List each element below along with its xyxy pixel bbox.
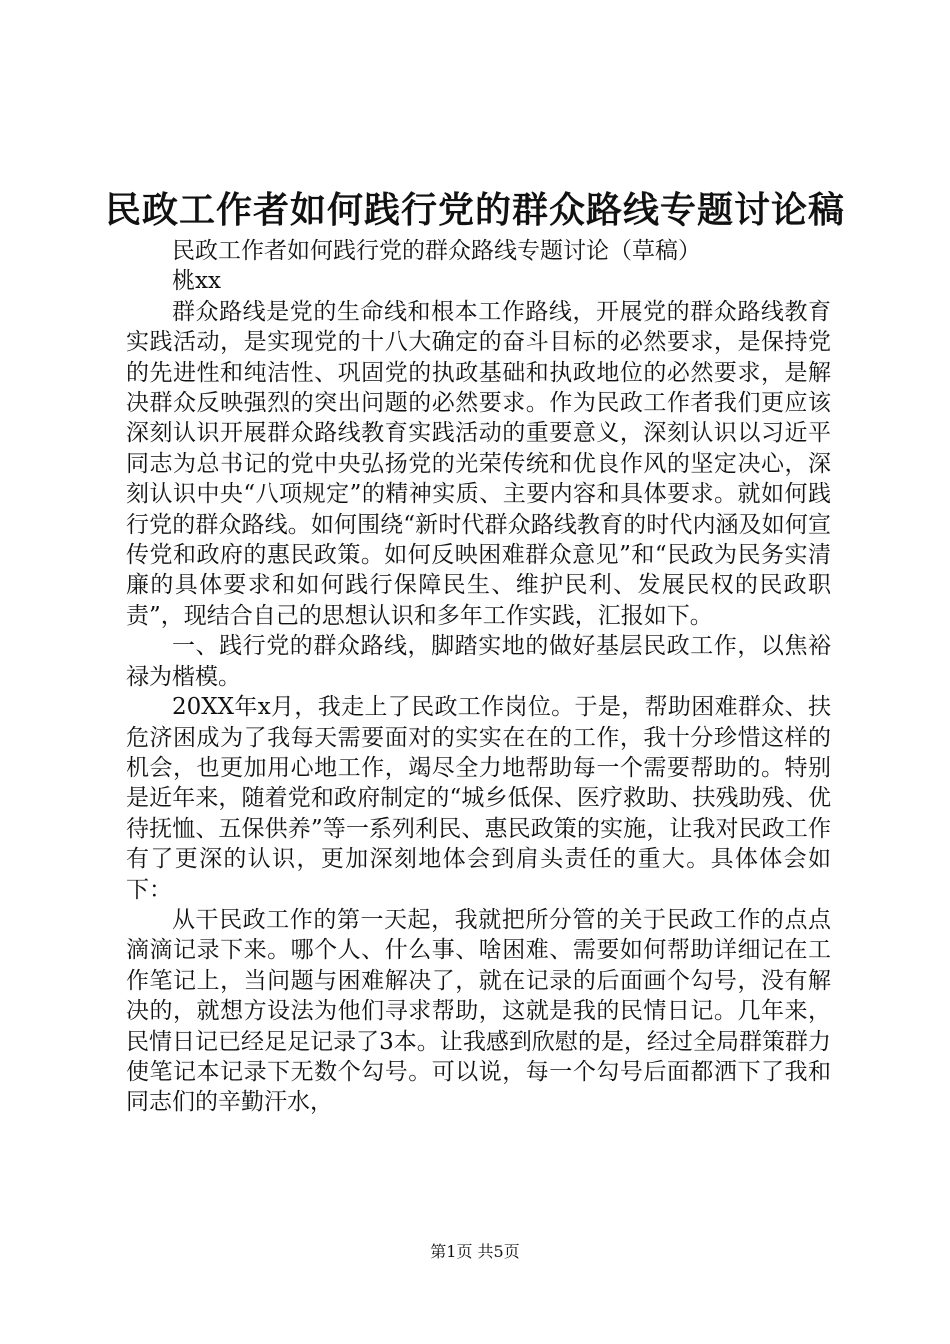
document-body: [126, 236, 831, 1118]
section-heading: 一、践行党的群众路线，脚踏实地的做好基层民政工作，以焦裕禄为楷模。: [126, 633, 831, 690]
document-subtitle: 民政工作者如何践行党的群众路线专题讨论（草稿）: [172, 238, 701, 264]
paragraph: 群众路线是党的生命线和根本工作路线，开展党的群众路线教育实践活动，是实现党的十八大确定的奋斗目标的必然要求，是保持党的先进性和纯洁性、巩固党的执政基础和执政地位的必然要求，是解决群众反映强烈的突出问题的必然要求。作为民政工作者我们更应该深刻认识开展群众路线教育实践活动的重要意义，深刻认识以习近平同志为总书记的党中央弘扬党的光荣传统和优良作风的坚定决心，深刻认识中央“八项规定”的精神实质、主要内容和具体要求。就如何践行党的群众路线。如何围绕“新时代群众路线教育的时代内涵及如何宣传党和政府的惠民政策。如何反映困难群众意见”和“民政为民务实清廉的具体要求和如何践行保障民生、维护民利、发展民权的民政职责”，现结合自己的思想认识和多年工作实践，汇报如下。: [126, 298, 831, 629]
paragraph: 从干民政工作的第一天起，我就把所分管的关于民政工作的点点滴滴记录下来。哪个人、什么事、啥困难、需要如何帮助详细记在工作笔记上，当问题与困难解决了，就在记录的后面画个勾号，没有解决的，就想方设法为他们寻求帮助，这就是我的民情日记。几年来，民情日记已经足足记录了3本。让我感到欣慰的是，经过全局群策群力使笔记本记录下无数个勾号。可以说，每一个勾号后面都洒下了我和同志们的辛勤汗水，: [126, 906, 831, 1116]
paragraph: 20XX年x月，我走上了民政工作岗位。于是，帮助困难群众、扶危济困成为了我每天需要面对的实实在在的工作，我十分珍惜这样的机会，也更加用心地工作，竭尽全力地帮助每一个需要帮助的。特别是近年来，随着党和政府制定的“城乡低保、医疗救助、扶残助残、优待抚恤、五保供养”等一系列利民、惠民政策的实施，让我对民政工作有了更深的认识，更加深刻地体会到肩头责任的重大。具体体会如下：: [126, 694, 831, 903]
document-title: 民政工作者如何践行党的群众路线专题讨论稿: [104, 189, 845, 231]
page-number: 第1页 共5页: [430, 1242, 520, 1261]
document-author: 桃xx: [172, 268, 221, 295]
